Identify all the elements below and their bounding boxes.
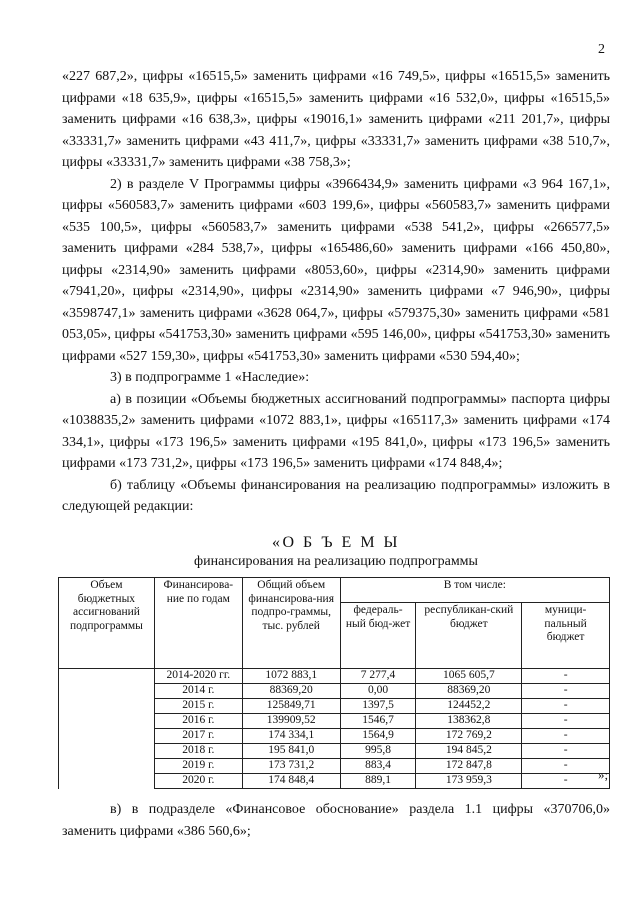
- cell-period: 2016 г.: [154, 714, 242, 729]
- cell-municipal: -: [522, 744, 610, 759]
- cell-municipal: -: [522, 699, 610, 714]
- paragraph-item-3b: б) таблицу «Объемы финансирования на реализацию подпрограммы» изложить в следующей редакции:: [62, 477, 610, 514]
- cell-period: 2018 г.: [154, 744, 242, 759]
- table-title-block: [62, 533, 610, 571]
- cell-federal: 0,00: [340, 684, 416, 699]
- paragraph-item-3a: а) в позиции «Объемы бюджетных ассигнований подпрограммы» паспорта цифры «1038835,2» заменить цифрами «1072 883,1», цифры «165117,3» заменить цифрами «174 334,1», цифры «173 196,5» заменить цифрами «195 841,0», цифры «173 196,5» заменить цифрами «173 731,2», цифры «173 196,5» заменить цифрами «174 848,4»;: [62, 391, 610, 471]
- cell-period: 2014-2020 гг.: [154, 669, 242, 684]
- header-total-volume: Общий объем финансирова-ния подпро-граммы, тыс. рублей: [242, 578, 340, 669]
- paragraph-item-2: 2) в разделе V Программы цифры «3966434,9» заменить цифрами «3 964 167,1», цифры «560583,7» заменить цифрами «603 199,6», цифры «560583,7» заменить цифрами «535 100,5», цифры «560583,7» заменить цифрами «538 541,2», цифры «266577,5» заменить цифрами «284 538,7», цифры «165486,60» заменить цифрами «166 450,80», цифры «2314,90» заменить цифрами «8053,60», цифры «2314,90» заменить цифрами «7941,20», цифры «2314,90», цифры «2314,90» заменить цифрами «7 946,90», цифры «3598747,1» заменить цифрами «3628 064,7», цифры «579375,30» заменить цифрами «581 053,05», цифры «541753,30» заменить цифрами «595 146,00», цифры «541753,30» заменить цифрами «527 159,30», цифры «541753,30» заменить цифрами «530 594,40»;: [62, 176, 610, 364]
- bottom-text: [62, 799, 610, 842]
- cell-federal: 995,8: [340, 744, 416, 759]
- paragraph-continuation: «227 687,2», цифры «16515,5» заменить цифрами «16 749,5», цифры «16515,5» заменить цифрами «18 635,9», цифры «16515,5» заменить цифрами «16 532,0», цифры «16515,5» заменить цифрами «16 638,3», цифры «19016,1» заменить цифрами «211 201,7», цифры «33331,7» заменить цифрами «43 411,7», цифры «33331,7» заменить цифрами «38 510,7», цифры «33331,7» заменить цифрами «38 758,3»;: [62, 69, 610, 170]
- body-text: [62, 66, 610, 518]
- cell-period: 2015 г.: [154, 699, 242, 714]
- cell-federal: 883,4: [340, 759, 416, 774]
- cell-total: 174 848,4: [242, 774, 340, 789]
- empty-cell: [59, 669, 155, 789]
- financing-table: [58, 577, 610, 789]
- cell-municipal: -: [522, 729, 610, 744]
- table-row: [59, 669, 610, 684]
- header-federal: федераль-ный бюд-жет: [340, 603, 416, 669]
- cell-total: 195 841,0: [242, 744, 340, 759]
- cell-republic: 173 959,3: [416, 774, 522, 789]
- cell-period: 2019 г.: [154, 759, 242, 774]
- page-number: 2: [598, 42, 605, 57]
- cell-republic: 172 847,8: [416, 759, 522, 774]
- cell-federal: 1546,7: [340, 714, 416, 729]
- header-budget-volume: Объем бюджетных ассигнований подпрограммы: [59, 578, 155, 669]
- cell-municipal: -: [522, 669, 610, 684]
- cell-total: 88369,20: [242, 684, 340, 699]
- table-subtitle: финансирования на реализацию подпрограммы: [194, 554, 478, 569]
- cell-republic: 194 845,2: [416, 744, 522, 759]
- cell-republic: 124452,2: [416, 699, 522, 714]
- cell-federal: 1397,5: [340, 699, 416, 714]
- cell-period: 2017 г.: [154, 729, 242, 744]
- cell-municipal: -: [522, 684, 610, 699]
- cell-municipal: -: [522, 774, 610, 789]
- cell-federal: 7 277,4: [340, 669, 416, 684]
- header-republic: республикан-ский бюджет: [416, 603, 522, 669]
- closing-quote: »;: [598, 767, 609, 782]
- cell-republic: 138362,8: [416, 714, 522, 729]
- cell-republic: 88369,20: [416, 684, 522, 699]
- cell-federal: 1564,9: [340, 729, 416, 744]
- cell-total: 1072 883,1: [242, 669, 340, 684]
- cell-total: 125849,71: [242, 699, 340, 714]
- cell-municipal: -: [522, 759, 610, 774]
- header-financing-by-years: Финансирова-ние по годам: [154, 578, 242, 669]
- cell-municipal: -: [522, 714, 610, 729]
- cell-republic: 1065 605,7: [416, 669, 522, 684]
- cell-period: 2014 г.: [154, 684, 242, 699]
- cell-republic: 172 769,2: [416, 729, 522, 744]
- header-municipal: муници-пальный бюджет: [522, 603, 610, 669]
- cell-total: 139909,52: [242, 714, 340, 729]
- cell-period: 2020 г.: [154, 774, 242, 789]
- header-including-group: В том числе:: [340, 578, 609, 603]
- cell-total: 174 334,1: [242, 729, 340, 744]
- cell-federal: 889,1: [340, 774, 416, 789]
- cell-total: 173 731,2: [242, 759, 340, 774]
- paragraph-item-3: 3) в подпрограмме 1 «Наследие»:: [110, 370, 310, 385]
- table-title: «О Б Ъ Е М Ы: [272, 534, 400, 551]
- paragraph-item-3v: в) в подразделе «Финансовое обоснование» раздела 1.1 цифры «370706,0» заменить цифрами «386 560,6»;: [62, 802, 610, 839]
